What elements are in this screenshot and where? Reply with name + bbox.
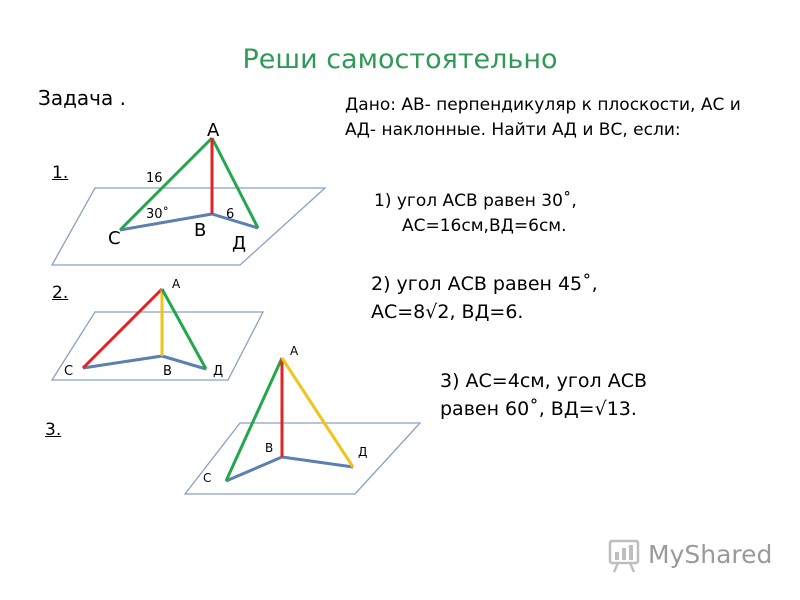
figure-2-segment-ac [83,289,162,368]
figure-1-number: 1. [52,163,69,183]
watermark-text: MyShared [648,540,773,569]
case-2-line-2: АС=8√2, ВД=6. [371,301,524,323]
watermark-icon [610,541,638,572]
figure-2-number: 2. [52,283,69,303]
figure-2-label-a: А [172,277,181,291]
case-1-line-2: АС=16см,ВД=6см. [402,216,567,236]
figure-2 [52,277,263,380]
figure-1-label-b: В [194,220,207,241]
figure-1 [52,120,325,265]
figure-3-segment-ac [226,358,282,481]
figure-1-segment-ad [212,138,258,228]
case-2-line-1: 2) угол АСВ равен 45˚, [371,273,598,295]
figure-2-label-c: С [64,364,74,379]
case-1-line-1: 1) угол АСВ равен 30˚, [374,191,577,211]
task-label: Задача . [38,86,126,110]
figure-2-label-b: В [163,364,172,379]
slide-title: Реши самостоятельно [242,44,558,75]
figure-3-label-c: С [203,471,212,485]
figure-2-label-d: Д [213,364,224,379]
figure-1-length-bd: 6 [226,207,235,222]
figure-3-segment-ad [282,358,353,467]
figure-3-segment-bd [282,457,353,467]
figure-3-label-a: А [290,344,299,358]
case-3-line-1: 3) АС=4см, угол АСВ [440,370,648,392]
figure-3-label-b: В [265,441,274,455]
figure-1-angle: 30˚ [146,207,170,222]
case-3-line-2: равен 60˚, ВД=√13. [440,398,637,420]
figure-3-label-d: Д [358,445,368,459]
figure-1-label-d: Д [232,233,247,254]
figure-1-length-ac: 16 [146,171,163,186]
figure-1-label-c: С [108,228,121,249]
given-text: Дано: АВ- перпендикуляр к плоскости, АС и АД- наклонные. Найти АД и ВС, если: [345,95,741,140]
figure-1-label-a: А [207,120,220,141]
figure-3-number: 3. [45,420,62,440]
figure-1-plane [52,188,325,265]
figure-2-plane [52,312,263,380]
